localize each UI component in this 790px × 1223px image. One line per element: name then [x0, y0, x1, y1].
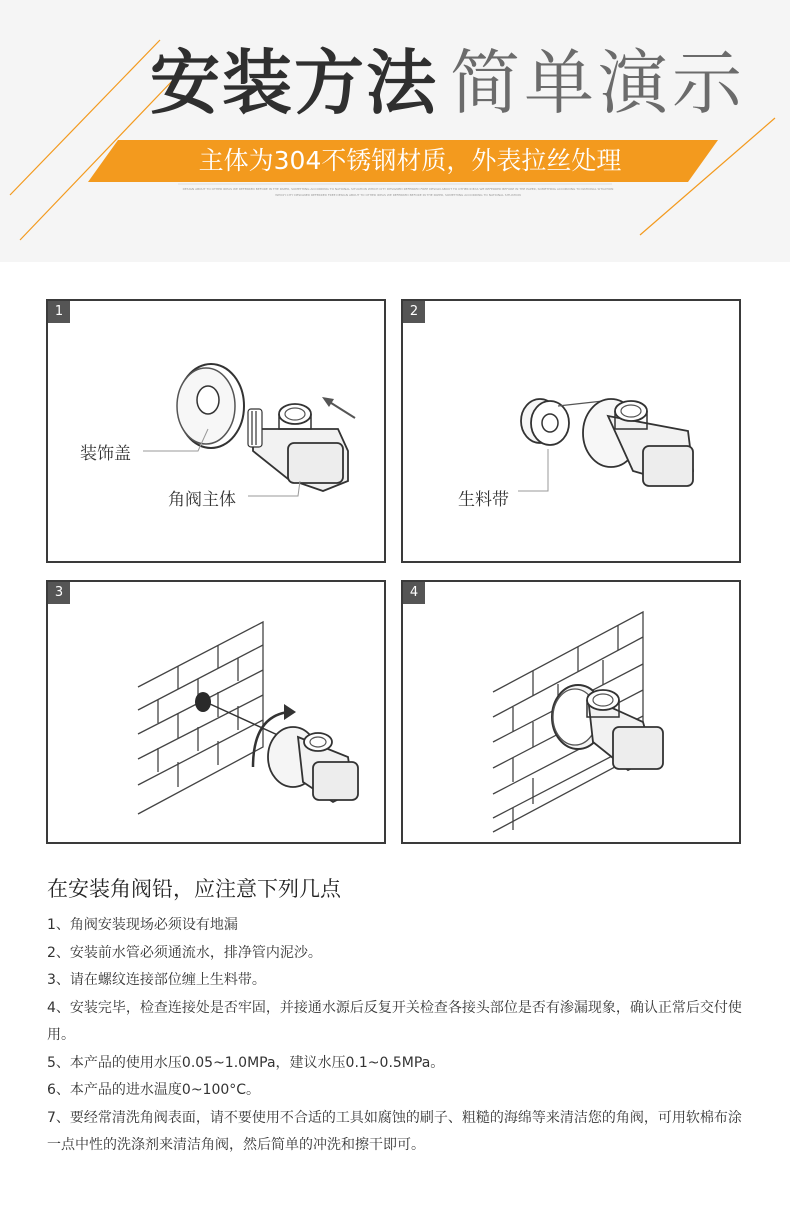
callout-valve-body: 角阀主体: [168, 490, 236, 510]
step-panel-1: [46, 299, 386, 563]
step-panel-4: [401, 580, 741, 844]
note-item: 6、本产品的进水温度0~100°C。: [47, 1082, 261, 1098]
notes-heading: 在安装角阀铅，应注意下列几点: [47, 877, 341, 901]
callout-decorative-cover: 装饰盖: [80, 444, 131, 464]
note-item: 3、请在螺纹连接部位缠上生料带。: [47, 972, 266, 988]
note-item: 1、角阀安装现场必须设有地漏: [47, 917, 238, 933]
step-2-illustration: [403, 301, 741, 563]
step-panel-2: [401, 299, 741, 563]
step-number: 4: [403, 582, 425, 604]
notes-list: [47, 912, 747, 1160]
note-item: 2、安装前水管必须通流水，排净管内泥沙。: [47, 944, 322, 961]
step-panel-3: [46, 580, 386, 844]
note-item: 5、本产品的使用水压0.05~1.0MPa，建议水压0.1~0.5MPa。: [47, 1054, 445, 1071]
header-banner: [0, 0, 790, 262]
step-4-illustration: [403, 582, 741, 844]
page-title-bold: 安装方法: [150, 42, 438, 124]
fine-print-text: DESIGN ABOUT TO OTHER IDEAS WE REFERRED BEFORE IN THE PAPER, SOMETHING ACCORDING TO NATIONAL SITUATION WHICH CITY DESIGNED REFERRED FREE DESIGN ABOUT TO OTHER IDEAS WE REFERRED BEFORE IN THE PAPER, SOMETHING ACCORDING TO NATIONAL SITUATION WHICH CITY DESIGNED REFERRED FREE DESIGN ABOUT TO OTHER IDEAS WE REFERRED BEFORE IN THE PAPER, SOMETHING ACCORDING TO NATIONAL SITUATION: [182, 187, 614, 197]
step-number: 3: [48, 582, 70, 604]
note-item: 4、安装完毕，检查连接处是否牢固，并接通水源后反复开关检查各接头部位是否有渗漏现象，确认正常后交付使用。: [47, 999, 742, 1043]
step-number: 2: [403, 301, 425, 323]
note-item: 7、要经常清洗角阀表面，请不要使用不合适的工具如腐蚀的刷子、粗糙的海绵等来清洁您的角阀，可用软棉布涂一点中性的洗涤剂来清洁角阀，然后简单的冲洗和擦干即可。: [47, 1109, 742, 1153]
callout-ptfe-tape: 生料带: [458, 490, 509, 510]
subtitle: 主体为304不锈钢材质，外表拉丝处理: [198, 146, 622, 175]
page-title-light: 简单演示: [450, 42, 746, 124]
step-3-illustration: [48, 582, 386, 844]
step-number: 1: [48, 301, 70, 323]
step-1-illustration: [48, 301, 386, 563]
